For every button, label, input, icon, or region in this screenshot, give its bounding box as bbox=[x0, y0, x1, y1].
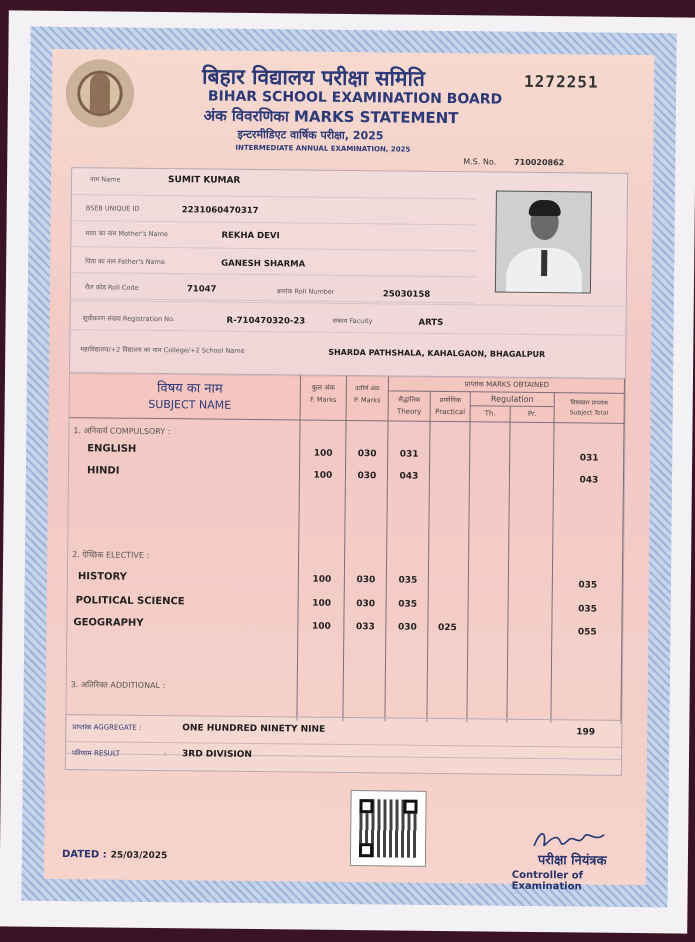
father-name: GANESH SHARMA bbox=[221, 258, 306, 270]
issue-date: 25/03/2025 bbox=[110, 850, 168, 862]
full-marks-header: F. Marks bbox=[310, 395, 337, 404]
qr-corner bbox=[359, 843, 373, 857]
result-label: परिणाम RESULT bbox=[71, 749, 121, 758]
aggregate-value: 199 bbox=[576, 727, 596, 738]
qr-corner bbox=[359, 799, 373, 813]
serial-number: 1272251 bbox=[524, 71, 599, 92]
subject-name: POLITICAL SCIENCE bbox=[75, 595, 185, 608]
marks-obtained-header: प्राप्तांक MARKS OBTAINED bbox=[464, 380, 550, 390]
board-seal-icon bbox=[66, 59, 135, 128]
qr-corner bbox=[403, 800, 417, 814]
controller-title-english: Controller of Examination bbox=[511, 869, 584, 893]
college-name: SHARDA PATHSHALA, KAHALGAON, BHAGALPUR bbox=[328, 347, 546, 360]
subject-total-header: Subject Total bbox=[569, 409, 609, 417]
roll-number-label: क्रमांक Roll Number bbox=[276, 287, 335, 296]
qr-code-icon bbox=[350, 790, 427, 867]
full-marks: 100 bbox=[313, 448, 333, 459]
aggregate-label: प्राप्तांक AGGREGATE : bbox=[72, 723, 142, 732]
roll-row bbox=[71, 272, 476, 303]
regulation-theory-header: Th. bbox=[484, 409, 496, 418]
subject-total: 035 bbox=[578, 580, 598, 591]
unique-id: 2231060470317 bbox=[181, 205, 259, 217]
faculty-label: संकाय Faculty bbox=[332, 316, 373, 326]
student-name: SUMIT KUMAR bbox=[167, 175, 241, 186]
subject-name: HISTORY bbox=[77, 571, 127, 583]
photo-hair bbox=[529, 200, 561, 216]
subject-total-header-hindi: विषयवार प्राप्तांक bbox=[570, 399, 609, 407]
subject-total: 055 bbox=[577, 627, 597, 638]
pass-marks: 030 bbox=[356, 575, 376, 586]
theory-marks: 035 bbox=[398, 599, 418, 610]
registration-label: सूचीकरण संख्या Registration No. bbox=[82, 314, 176, 324]
practical-marks: 025 bbox=[437, 622, 457, 634]
regulation-header: Regulation bbox=[490, 394, 534, 404]
full-marks: 100 bbox=[313, 470, 333, 481]
subject-total: 031 bbox=[579, 453, 599, 464]
practical-header: Practical bbox=[435, 407, 466, 417]
elective-section-label: 2. ऐच्छिक ELECTIVE : bbox=[72, 550, 150, 560]
roll-number: 25030158 bbox=[382, 289, 431, 300]
pass-marks: 030 bbox=[356, 599, 376, 610]
full-marks: 100 bbox=[311, 621, 331, 632]
ms-number-label: M.S. No. bbox=[463, 157, 497, 167]
subject-name: ENGLISH bbox=[87, 443, 137, 455]
name-label: नाम Name bbox=[90, 175, 121, 184]
exam-title-hindi: इन्टरमीडिएट वार्षिक परीक्षा, 2025 bbox=[237, 127, 384, 143]
regulation-practical-header: Pr. bbox=[527, 409, 537, 418]
college-label: महाविद्यालय/+2 विद्यालय का नाम College/+2 School Name bbox=[80, 345, 245, 355]
faculty: ARTS bbox=[418, 317, 444, 328]
full-marks-header-hindi: कुल अंक bbox=[311, 383, 335, 392]
subject-header-english: SUBJECT NAME bbox=[148, 397, 232, 412]
mother-name: REKHA DEVI bbox=[221, 230, 280, 242]
theory-marks: 043 bbox=[399, 471, 419, 482]
father-label: पिता का नाम Father's Name bbox=[85, 257, 165, 267]
pass-marks-header: P. Marks bbox=[353, 396, 381, 405]
aggregate-section bbox=[65, 714, 623, 776]
marks-table bbox=[65, 372, 626, 760]
seal-figure-icon bbox=[90, 73, 110, 113]
pass-marks: 030 bbox=[357, 471, 377, 482]
pass-marks: 033 bbox=[355, 622, 375, 633]
theory-marks: 035 bbox=[398, 575, 418, 586]
photo-tie bbox=[541, 250, 547, 276]
exam-title-english: INTERMEDIATE ANNUAL EXAMINATION, 2025 bbox=[235, 143, 411, 154]
unique-id-label: BSEB UNIQUE ID bbox=[85, 204, 140, 213]
board-title-hindi: बिहार विद्यालय परीक्षा समिति bbox=[202, 63, 426, 91]
full-marks: 100 bbox=[312, 598, 332, 609]
theory-marks: 031 bbox=[399, 449, 419, 460]
result-value: 3RD DIVISION bbox=[181, 749, 253, 761]
pass-marks: 030 bbox=[357, 449, 377, 460]
theory-header: Theory bbox=[396, 407, 422, 416]
marks-statement-paper bbox=[0, 10, 695, 933]
dated-label: DATED : bbox=[61, 849, 107, 861]
result-colon: : bbox=[163, 750, 167, 759]
marks-statement-title: अंक विवरणिका MARKS STATEMENT bbox=[203, 106, 459, 128]
registration-number: R-710470320-23 bbox=[226, 315, 306, 327]
subject-name: HINDI bbox=[86, 465, 120, 477]
ms-number bbox=[463, 157, 564, 167]
subject-header-hindi: विषय का नाम bbox=[156, 380, 223, 397]
pass-marks-header-hindi: उत्तीर्ण अंक bbox=[355, 385, 380, 393]
date-block bbox=[62, 849, 167, 861]
full-marks: 100 bbox=[312, 574, 332, 585]
theory-marks: 030 bbox=[397, 622, 417, 633]
board-title-english: BIHAR SCHOOL EXAMINATION BOARD bbox=[207, 88, 503, 108]
subject-total: 043 bbox=[579, 475, 599, 486]
compulsory-section-label: 1. अनिवार्य COMPULSORY : bbox=[73, 426, 171, 437]
student-info-section bbox=[69, 167, 628, 380]
additional-section-label: 3. अतिरिक्त ADDITIONAL : bbox=[70, 680, 166, 691]
controller-title-hindi: परीक्षा नियंत्रक bbox=[537, 853, 607, 869]
theory-header-hindi: सैद्धांतिक bbox=[398, 395, 421, 404]
college-row bbox=[70, 330, 625, 366]
student-photo bbox=[495, 191, 592, 294]
mother-label: माता का नाम Mother's Name bbox=[85, 229, 168, 239]
roll-code-label: रौल कोड Roll Code bbox=[84, 283, 139, 292]
certificate-body bbox=[44, 49, 655, 893]
subject-name: GEOGRAPHY bbox=[73, 617, 144, 629]
ms-number-value: 710020862 bbox=[514, 157, 565, 168]
subject-total: 035 bbox=[578, 604, 598, 615]
aggregate-words: ONE HUNDRED NINETY NINE bbox=[182, 723, 326, 735]
practical-header-hindi: प्रायोगिक bbox=[439, 395, 461, 405]
roll-code: 71047 bbox=[186, 284, 217, 295]
